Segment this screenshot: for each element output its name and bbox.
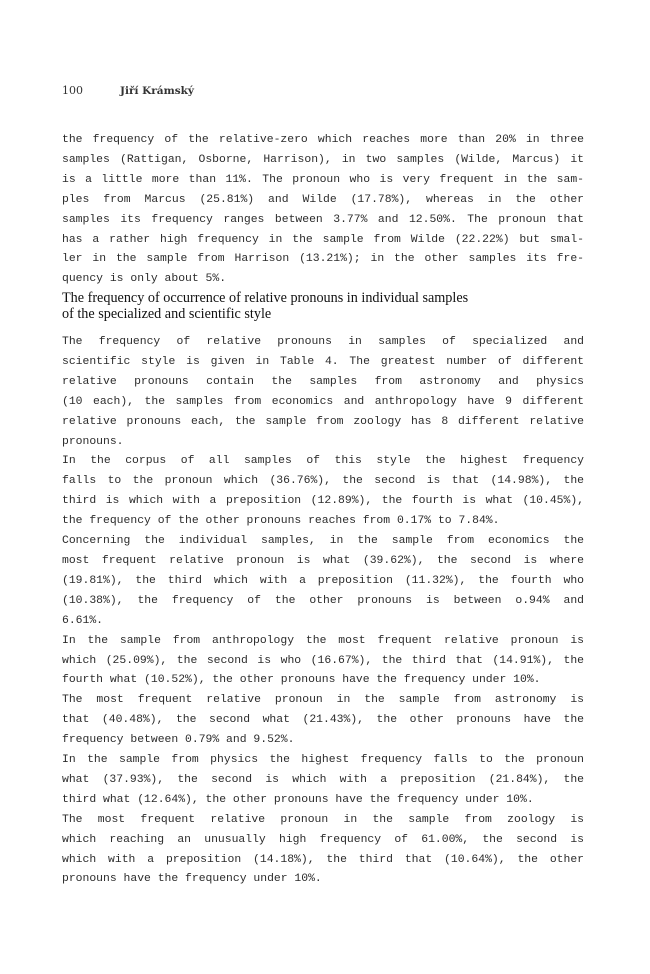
text-line: the frequency of the other pronouns reaches from 0.17% to 7.84%. — [62, 515, 500, 528]
paragraph-8 — [62, 811, 584, 891]
text-line: In the sample from anthropology the most frequent relative pronoun is — [62, 634, 584, 647]
page-number: 100 — [62, 84, 83, 97]
text-line: pronouns. — [62, 435, 124, 448]
text-line: pronouns have the frequency under 10%. — [62, 873, 322, 886]
text-line: 6.61%. — [62, 614, 104, 627]
text-line: third is which with a preposition (12.89%), the fourth is what (10.45%), — [62, 495, 584, 508]
text-line: third what (12.64%), the other pronouns have the frequency under 10%. — [62, 793, 534, 806]
text-line: relative pronouns contain the samples from astronomy and physics — [62, 375, 584, 388]
section-heading — [62, 291, 584, 322]
text-line: The most frequent relative pronoun in the sample from zoology is — [62, 813, 584, 826]
text-line: most frequent relative pronoun is what (39.62%), the second is where — [62, 554, 584, 567]
text-line: frequency between 0.79% and 9.52%. — [62, 734, 295, 747]
text-line: is a little more than 11%. The pronoun who is very frequent in the sam- — [62, 173, 584, 186]
body-section-2 — [62, 333, 584, 890]
text-line: ples from Marcus (25.81%) and Wilde (17.78%), whereas in the other — [62, 193, 584, 206]
section-heading-line: The frequency of occurrence of relative pronouns in individual samples — [62, 290, 469, 306]
text-line: scientific style is given in Table 4. The greatest number of different — [62, 355, 584, 368]
text-line: which (25.09%), the second is who (16.67%), the third that (14.91%), the — [62, 654, 584, 667]
paragraph-5 — [62, 632, 584, 692]
author-name: Jiří Krámský — [120, 85, 194, 97]
text-line: which with a preposition (14.18%), the third that (10.64%), the other — [62, 853, 584, 866]
text-line: samples its frequency ranges between 3.77% and 12.50%. The pronoun that — [62, 213, 584, 226]
text-line: (10 each), the samples from economics and anthropology have 9 different — [62, 395, 584, 408]
running-head — [62, 84, 194, 97]
text-line: has a rather high frequency in the sample from Wilde (22.22%) but smal- — [62, 233, 584, 246]
text-line: what (37.93%), the second is which with a preposition (21.84%), the — [62, 773, 584, 786]
paragraph-7 — [62, 751, 584, 811]
text-line: In the sample from physics the highest frequency falls to the pronoun — [62, 754, 584, 767]
paragraph-6 — [62, 691, 584, 751]
section-heading-line: of the specialized and scientific style — [62, 305, 272, 322]
text-line: In the corpus of all samples of this style the highest frequency — [62, 455, 584, 468]
text-line: samples (Rattigan, Osborne, Harrison), in two samples (Wilde, Marcus) it — [62, 153, 584, 166]
text-line: (19.81%), the third which with a preposition (11.32%), the fourth who — [62, 574, 584, 587]
text-line: falls to the pronoun which (36.76%), the second is that (14.98%), the — [62, 475, 584, 488]
paragraph-2 — [62, 333, 584, 452]
text-line: that (40.48%), the second what (21.43%), the other pronouns have the — [62, 714, 584, 727]
text-line: The most frequent relative pronoun in the sample from astronomy is — [62, 694, 584, 707]
text-line: which reaching an unusually high frequency of 61.00%, the second is — [62, 833, 584, 846]
text-line: the frequency of the relative-zero which reaches more than 20% in three — [62, 134, 584, 146]
paragraph-4 — [62, 532, 584, 632]
text-line: The frequency of relative pronouns in samples of specialized and — [62, 336, 584, 348]
text-line: ler in the sample from Harrison (13.21%); in the other samples its fre- — [62, 253, 584, 266]
text-line: (10.38%), the frequency of the other pronouns is between o.94% and — [62, 594, 584, 607]
text-line: relative pronouns each, the sample from zoology has 8 different relative — [62, 415, 584, 428]
text-line: quency is only about 5%. — [62, 273, 227, 286]
text-line: Concerning the individual samples, in the sample from economics the — [62, 535, 584, 548]
body-section-1 — [62, 131, 584, 290]
paragraph-3 — [62, 452, 584, 532]
paragraph-1 — [62, 131, 584, 290]
text-line: fourth what (10.52%), the other pronouns have the frequency under 10%. — [62, 674, 541, 687]
